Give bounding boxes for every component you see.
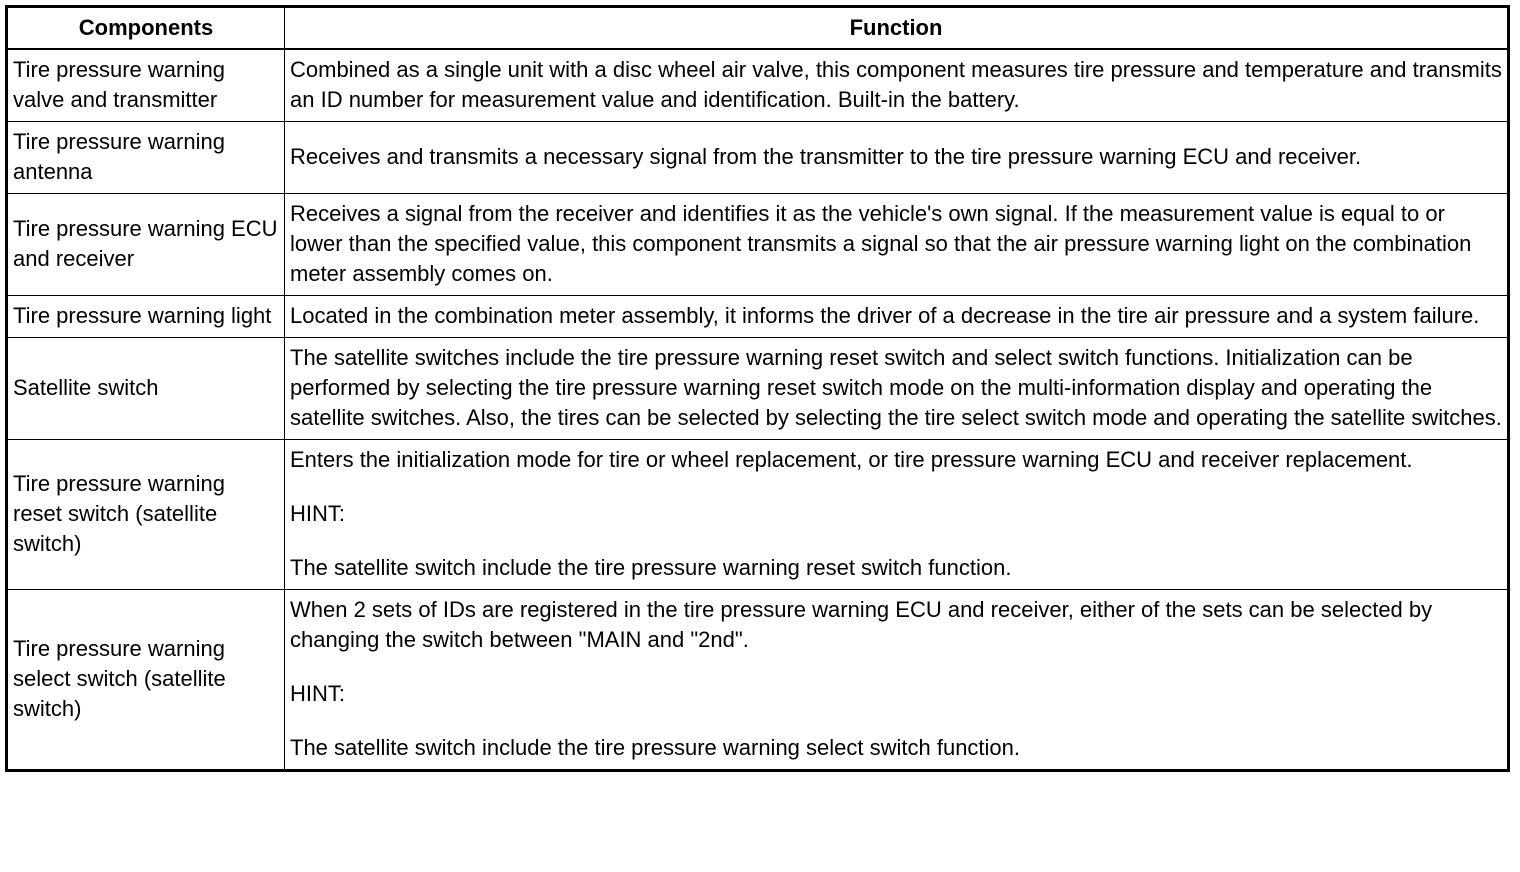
table-row xyxy=(7,122,1509,194)
function-paragraph: Receives a signal from the receiver and identifies it as the vehicle's own signal. If the measurement value is equal to or lower than the specified value, this component transmits a signal so that the air pressure warning light on the combination meter assembly comes on. xyxy=(290,201,1472,286)
function-paragraph: Enters the initialization mode for tire or wheel replacement, or tire pressure warning ECU and receiver replacement. xyxy=(290,447,1413,472)
function-cell xyxy=(285,122,1509,194)
table-row xyxy=(7,49,1509,122)
component-cell: Tire pressure warning light xyxy=(7,296,285,338)
table-row xyxy=(7,590,1509,771)
function-paragraph: HINT: xyxy=(290,681,345,706)
table-row xyxy=(7,338,1509,440)
function-cell xyxy=(285,49,1509,122)
function-cell xyxy=(285,194,1509,296)
function-paragraph: The satellite switch include the tire pressure warning select switch function. xyxy=(290,735,1021,760)
component-cell: Satellite switch xyxy=(7,338,285,440)
function-paragraph: When 2 sets of IDs are registered in the tire pressure warning ECU and receiver, either of the sets can be selected by changing the switch between "MAIN and "2nd". xyxy=(290,597,1433,652)
function-paragraph: Receives and transmits a necessary signal from the transmitter to the tire pressure warning ECU and receiver. xyxy=(290,144,1362,169)
function-paragraph: HINT: xyxy=(290,501,345,526)
header-function: Function xyxy=(285,7,1509,50)
function-cell xyxy=(285,296,1509,338)
component-cell: Tire pressure warning reset switch (satellite switch) xyxy=(7,440,285,590)
function-paragraph: The satellite switches include the tire pressure warning reset switch and select switch functions. Initialization can be performed by selecting the tire pressure warning reset switch mode on the multi-information display and operating the satellite switches. Also, the tires can be selected by selecting the tire select switch mode and operating the satellite switches. xyxy=(290,345,1502,430)
table-row xyxy=(7,296,1509,338)
function-paragraph: Combined as a single unit with a disc wheel air valve, this component measures tire pressure and temperature and transmits an ID number for measurement value and identification. Built-in the battery. xyxy=(290,57,1502,112)
function-cell xyxy=(285,440,1509,590)
component-cell: Tire pressure warning select switch (satellite switch) xyxy=(7,590,285,771)
header-components: Components xyxy=(7,7,285,50)
components-function-table xyxy=(5,5,1510,772)
function-paragraph: The satellite switch include the tire pressure warning reset switch function. xyxy=(290,555,1012,580)
table-header-row xyxy=(7,7,1509,50)
component-cell: Tire pressure warning antenna xyxy=(7,122,285,194)
component-cell: Tire pressure warning ECU and receiver xyxy=(7,194,285,296)
function-cell xyxy=(285,590,1509,771)
table-body xyxy=(7,49,1509,771)
component-cell: Tire pressure warning valve and transmitter xyxy=(7,49,285,122)
function-cell xyxy=(285,338,1509,440)
table-row xyxy=(7,440,1509,590)
function-paragraph: Located in the combination meter assembly, it informs the driver of a decrease in the tire air pressure and a system failure. xyxy=(290,303,1480,328)
table-row xyxy=(7,194,1509,296)
